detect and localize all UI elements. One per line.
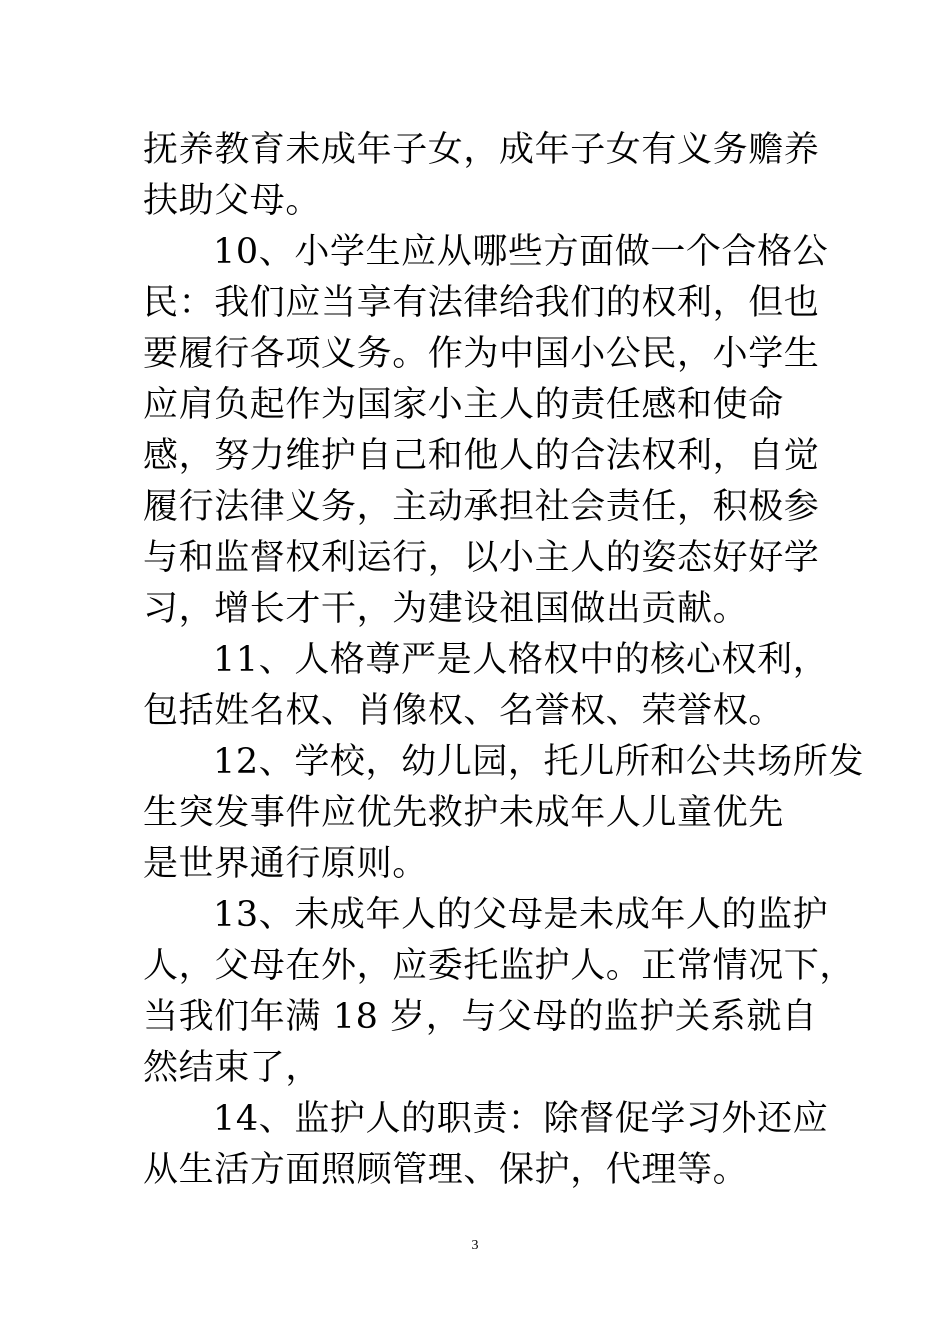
text-line: 与和监督权利运行，以小主人的姿态好好学	[143, 538, 820, 578]
text-line: 应肩负起作为国家小主人的责任感和使命	[143, 385, 784, 425]
text-line: 包括姓名权、肖像权、名誉权、荣誉权。	[143, 691, 784, 731]
text-line: 当我们年满 18 岁，与父母的监护关系就自	[143, 997, 818, 1037]
text-line: 要履行各项义务。作为中国小公民，小学生	[143, 334, 820, 374]
text-line: 11、人格尊严是人格权中的核心权利，	[213, 640, 829, 680]
text-line: 是世界通行原则。	[143, 844, 428, 884]
text-line: 然结束了，	[143, 1048, 322, 1088]
page-number: 3	[471, 1238, 479, 1253]
text-line: 感，努力维护自己和他人的合法权利，自觉	[143, 436, 820, 476]
text-line: 抚养教育未成年子女，成年子女有义务赡养	[143, 130, 820, 170]
text-line: 习，增长才干，为建设祖国做出贡献。	[143, 589, 749, 629]
text-line: 民：我们应当享有法律给我们的权利，但也	[143, 283, 820, 323]
text-line: 扶助父母。	[143, 181, 322, 221]
text-line: 人，父母在外，应委托监护人。正常情况下，	[143, 946, 856, 986]
text-line: 履行法律义务，主动承担社会责任，积极参	[143, 487, 820, 527]
text-line: 13、未成年人的父母是未成年人的监护	[213, 895, 829, 935]
text-line: 从生活方面照顾管理、保护，代理等。	[143, 1150, 749, 1190]
text-line: 生突发事件应优先救护未成年人儿童优先	[143, 793, 784, 833]
text-line: 12、学校，幼儿园，托儿所和公共场所发	[213, 742, 864, 782]
text-line: 10、小学生应从哪些方面做一个合格公	[213, 232, 829, 272]
text-line: 14、监护人的职责：除督促学习外还应	[213, 1099, 829, 1139]
